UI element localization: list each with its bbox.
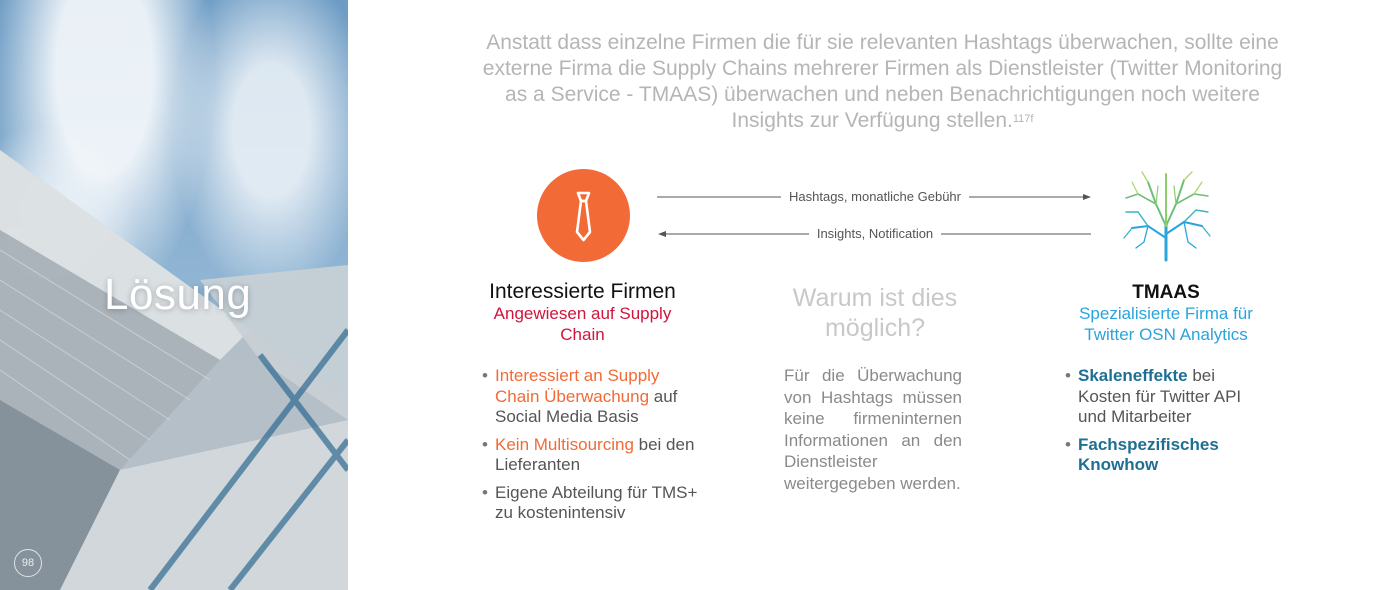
firms-subtitle: Angewiesen auf Supply Chain — [493, 304, 672, 344]
intro-text: Anstatt dass einzelne Firmen die für sie relevanten Hashtags überwachen, sollte eine externe Firma die Supply Chains mehrerer Firmen als Dienstleister (Twitter Monitoring as a Service - TMAAS) überwachen und neben Benachrichtigungen noch weitere Insights zur Verfügung stellen. — [482, 31, 1283, 132]
why-heading: Warum ist dies möglich? — [792, 284, 958, 342]
list-item: • Eigene Abteilung für TMS+ zu kostenintensiv — [482, 483, 702, 524]
tree-icon — [1118, 168, 1214, 264]
arrow-bottom-label: Insights, Notification — [809, 226, 941, 241]
list-item: • Skaleneffekte bei Kosten für Twitter API und Mitarbeiter — [1065, 366, 1265, 428]
list-item: • Fachspezifisches Knowhow — [1065, 435, 1265, 476]
firms-title: Interessierte Firmen — [489, 280, 676, 303]
list-item: • Interessiert an Supply Chain Überwachung auf Social Media Basis — [482, 366, 702, 428]
section-title: Lösung — [104, 270, 252, 319]
arrow-to-tmaas — [655, 189, 1095, 205]
firms-bullet-list — [482, 366, 702, 531]
arrow-to-firms — [655, 226, 1095, 242]
tmaas-subtitle: Spezialisierte Firma für Twitter OSN Analytics — [1079, 304, 1253, 344]
hero-image-panel — [0, 0, 348, 590]
list-item: • Kein Multisourcing bei den Lieferanten — [482, 435, 702, 476]
arrow-top-label: Hashtags, monatliche Gebühr — [781, 189, 969, 204]
necktie-icon — [537, 169, 630, 262]
why-paragraph: Für die Überwachung von Hashtags müssen keine firmeninternen Informationen an den Dienstleister weitergegeben werden. — [784, 366, 962, 493]
page-number-badge: 98 — [14, 549, 42, 577]
intro-paragraph — [470, 30, 1295, 134]
tmaas-bullet-list — [1065, 366, 1265, 483]
tmaas-title: TMAAS — [1132, 282, 1200, 303]
footnote-marker: 117f — [1012, 113, 1034, 125]
